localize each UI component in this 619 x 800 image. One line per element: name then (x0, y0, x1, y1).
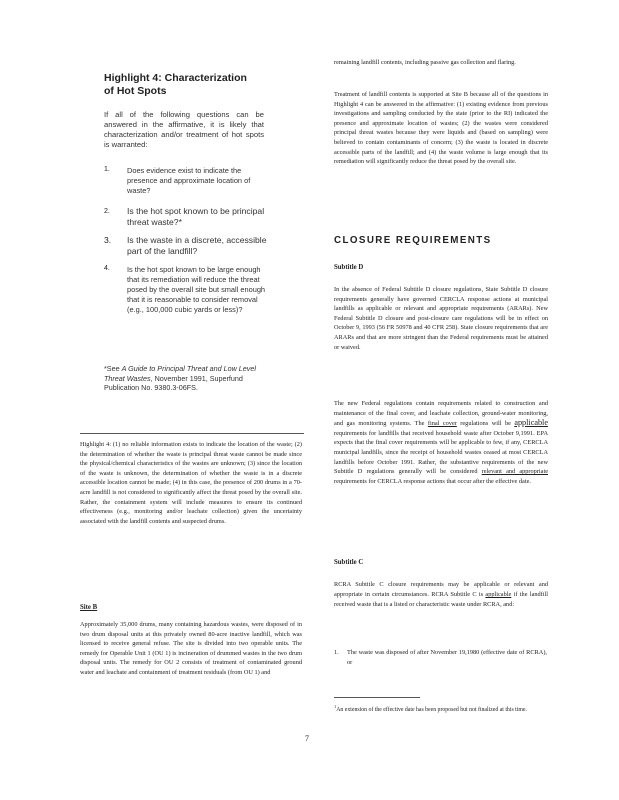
subtitle-c-heading: Subtitle C (334, 559, 364, 566)
text-run: The new Federal regulations contain requirements related to construction and maintenance of the final cover, and leachate collection, ground-water monitoring, and gas monitoring systems. The (334, 400, 548, 428)
relevant-appropriate-term: relevant and appropriate (481, 468, 548, 476)
footnote-prefix: *See (104, 364, 122, 373)
question-number: 3. (104, 235, 112, 245)
closure-requirements-heading: CLOSURE REQUIREMENTS (334, 235, 492, 246)
list-item-text: The waste was disposed of after November 19,1980 (effective date of RCRA), or (347, 649, 547, 666)
effective-date-footnote (334, 702, 548, 716)
highlight-questions (104, 166, 279, 356)
text-run: requirements for CERCLA response actions that occur after the effective date. (334, 477, 531, 485)
question-number: 2. (104, 208, 110, 215)
list-number: 1. (334, 649, 339, 656)
subtitle-c-paragraph (334, 580, 548, 611)
treatment-paragraph: Treatment of landfill contents is supported at Site B because all of the questions in Highlight 4 can be answered in the affirmative: (1) existing evidence from previous investigations and sampling conducted by the state (prior to the RI) indicated the presence and approximate location of wastes; (2) the wastes were considered principal threat wastes because they were liquids and (based on sampling) were believed to contain contaminants of concern; (3) the waste is located in discrete accessible parts of the landfill; and (4) the waste volume is large enough that its remediation will significantly reduce the threat posed by the overall site. (334, 91, 548, 166)
question-number: 1. (104, 166, 110, 173)
divider-rule (80, 433, 304, 434)
site-b-paragraph: Approximately 35,000 drums, many containing hazardous wastes, were disposed of in two drum disposal units at this privately owned 80-acre inactive landfill, which was licensed to receive general refuse. The site is divided into two operable units. The remedy for Operable Unit 1 (OU 1) is incineration of drummed wastes in the two drum disposal units. The remedy for OU 2 consists of treatment of contaminated ground water and leachate and containment of treatment residuals (from OU 1) and (80, 621, 302, 676)
subtitle-d-heading: Subtitle D (334, 264, 364, 271)
text-run: if the landfill received waste that is a listed or characteristic waste under RCRA, and: (334, 591, 549, 609)
question-text: Is the hot spot known to be principal threat waste?* (127, 206, 265, 227)
applicable-term: applicable (514, 418, 548, 428)
highlight-application-note: Highlight 4: (1) no reliable information exists to indicate the location of the waste; (2) the determination of whether the waste is principal threat waste cannot be made since the physical/chemical characteristics of the wastes are unknown; (3) since the location of the waste is unknown, the determination of whether the waste is in a discrete accessible location cannot be made; (4) in this case, the presence of 200 drums in a 70-acre landfill is not considered to significantly affect the threat posed by the overall site. Rather, the containment system will include measures to ensure its continued effectiveness (e.g., monitoring and/or leachate collection) given the uncertainty associated with the landfill contents and suspected drums. (80, 441, 302, 525)
text-run: requirements for landfills that received household waste after October 9,1991. EPA expects that the final cover requirements will be applicable to few, if any, CERCLA municipal landfills, since the receipt of household wastes ceased at most CERCLA landfills before October 1991. Rather, the substantive requirements of the new Subtitle D regulations generally will be considered (334, 429, 548, 476)
highlight-intro: If all of the following questions can be answered in the affirmative, it is likely that characterization and/or treatment of hot spots is warranted: (104, 110, 264, 149)
page-number: 7 (305, 734, 309, 743)
condition-list-item (334, 648, 548, 670)
text-run: regulations will be (456, 420, 515, 428)
subtitle-d-paragraph-2 (334, 399, 548, 486)
footnote-text: An extension of the effective date has been proposed but not finalized at this time. (336, 706, 527, 713)
footnote-guide-title: A Guide to Principal Threat and Low Level Threat Wastes, (104, 364, 256, 383)
highlight-4-title (104, 72, 274, 98)
question-text: Does evidence exist to indicate the presence and approximate location of waste? (127, 166, 251, 195)
footnote-rule (334, 697, 420, 698)
question-number: 4. (104, 265, 110, 272)
final-cover-term: final cover (427, 420, 457, 428)
subtitle-d-paragraph-1: In the absence of Federal Subtitle D closure regulations, State Subtitle D closure requirements generally have governed CERCLA response actions at municipal landfills as applicable or relevant and appropriate requirements (ARARs). New Federal Subtitle D closure and post-closure care regulations will be in effect on October 9, 1993 (56 FR 50978 and 40 CFR 258). State closure requirements that are ARARs and that are more stringent than the Federal requirements must be attained or waived. (334, 286, 548, 351)
footnote-marker: 1 (334, 704, 337, 709)
question-text: Is the hot spot known to be large enough that its remediation will reduce the threat posed by the overall site but small enough that it is reasonable to consider removal (e.g., 100,000 cubic yards or less)? (127, 265, 266, 314)
question-text: Is the waste in a discrete, accessible part of the landfill? (127, 235, 267, 256)
applicable-term: applicable (485, 591, 512, 599)
highlight-title-line1: Highlight 4: Characterization (104, 72, 247, 84)
highlight-title-line2: of Hot Spots (104, 85, 167, 97)
highlight-footnote (104, 364, 274, 393)
landfill-contents-continued: remaining landfill contents, including passive gas collection and flaring. (334, 59, 516, 66)
site-b-heading: Site B (80, 604, 98, 611)
text-run: RCRA Subtitle C closure requirements may be applicable or relevant and appropriate in certain circumstances. RCRA Subtitle C is (334, 581, 548, 599)
footnote-rest: November 1991, Superfund Publication No. 9380.3-06FS. (104, 373, 243, 393)
